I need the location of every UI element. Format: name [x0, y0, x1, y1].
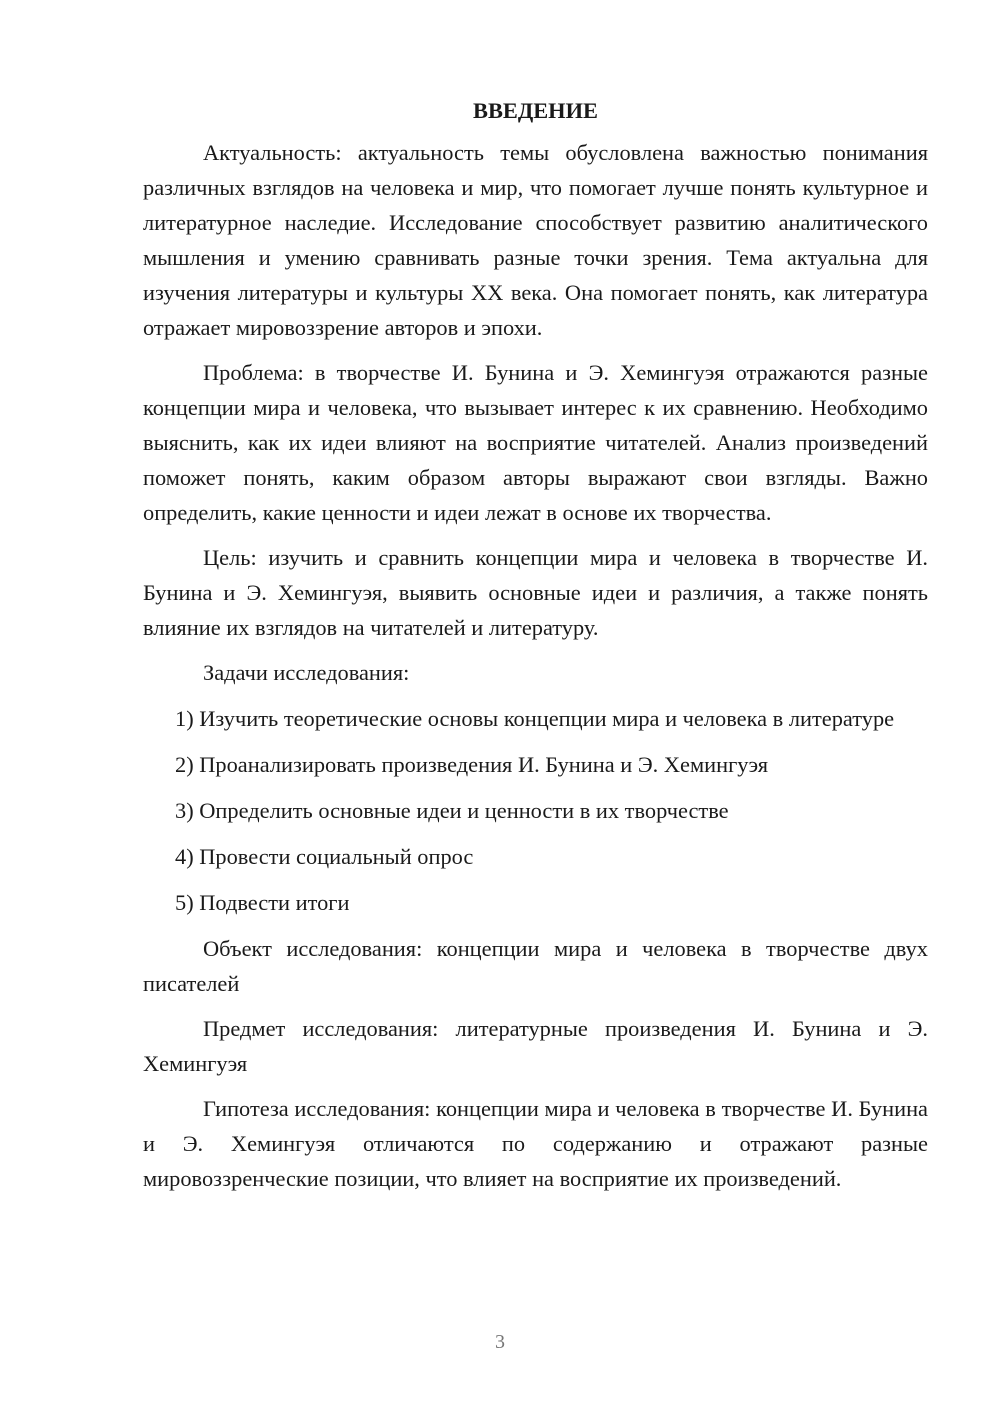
object-paragraph: Объект исследования: концепции мира и человека в творчестве двух писателей — [143, 936, 928, 996]
task-item: 1) Изучить теоретические основы концепции мира и человека в литературе — [175, 706, 895, 731]
problem-paragraph: Проблема: в творчестве И. Бунина и Э. Хемингуэя отражаются разные концепции мира и человека, что вызывает интерес к их сравнению. Необходимо выяснить, как их идеи влияют на восприятие читателей. Анализ произведений поможет понять, каким образом авторы выражают свои взгляды. Важно определить, какие ценности и идеи лежат в основе их творчества. — [143, 360, 928, 525]
document-page — [143, 92, 928, 1206]
hypothesis-paragraph: Гипотеза исследования: концепции мира и человека в творчестве И. Бунина и Э. Хемингуэя отличаются по содержанию и отражают разные мировоззренческие позиции, что влияет на восприятие их произведений. — [143, 1096, 928, 1191]
relevance-paragraph: Актуальность: актуальность темы обусловлена важностью понимания различных взглядов на человека и мир, что помогает лучше понять культурное и литературное наследие. Исследование способствует развитию аналитического мышления и умению сравнивать разные точки зрения. Тема актуальна для изучения литературы и культуры XX века. Она помогает понять, как литература отражает мировоззрение авторов и эпохи. — [143, 140, 928, 340]
task-item: 3) Определить основные идеи и ценности в их творчестве — [175, 798, 729, 823]
subject-paragraph: Предмет исследования: литературные произведения И. Бунина и Э. Хемингуэя — [143, 1016, 928, 1076]
task-item: 4) Провести социальный опрос — [175, 844, 474, 869]
task-item: 2) Проанализировать произведения И. Бунина и Э. Хемингуэя — [175, 752, 769, 777]
tasks-title: Задачи исследования: — [203, 660, 410, 685]
section-heading: ВВЕДЕНИЕ — [473, 98, 598, 123]
page-number: 3 — [495, 1331, 505, 1353]
goal-paragraph: Цель: изучить и сравнить концепции мира и человека в творчестве И. Бунина и Э. Хемингуэя, выявить основные идеи и различия, а также понять влияние их взглядов на читателей и литературу. — [143, 545, 928, 640]
task-item: 5) Подвести итоги — [175, 890, 350, 915]
